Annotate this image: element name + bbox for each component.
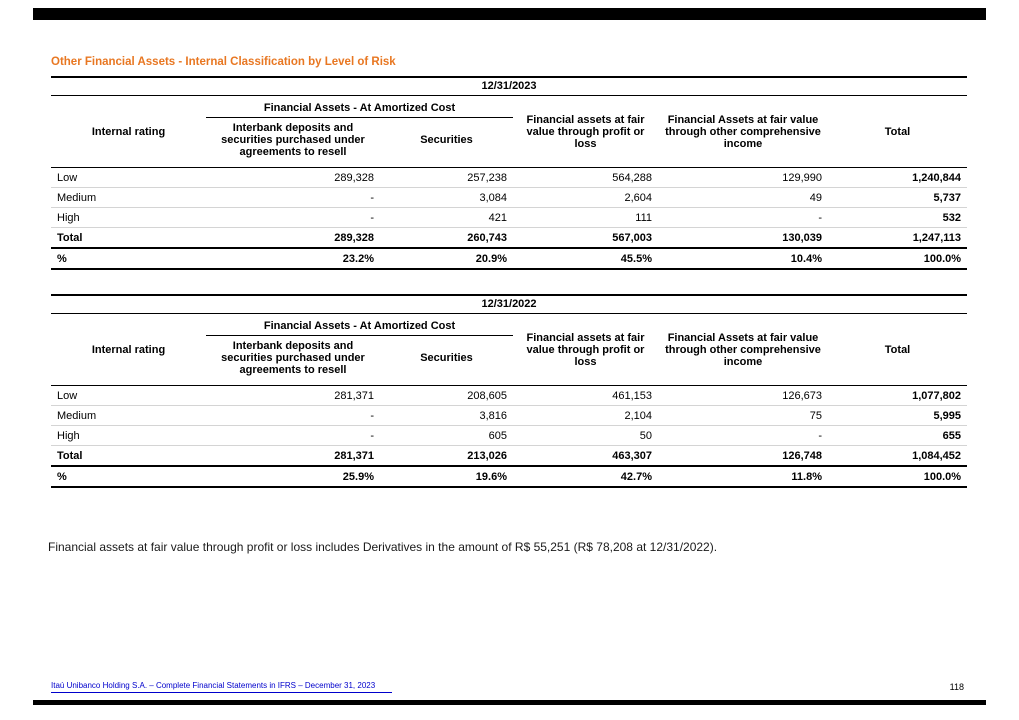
row-label: Low [57,172,78,184]
column-header-fvtpl: Financial assets at fair value through profit or loss [513,314,658,386]
table-row [51,446,967,467]
table-row [51,168,967,188]
table-row [51,426,967,446]
table-row [51,228,967,249]
bottom-rule [33,700,986,705]
cell-value: 2,104 [624,410,652,422]
table-row [51,466,967,487]
row-label: Low [57,390,78,402]
cell-value: 1,240,844 [912,172,962,184]
cell-value: 11.8% [791,471,822,483]
date-row [51,295,967,314]
cell-value: 129,990 [782,172,822,184]
cell-value: 19.6% [475,471,507,483]
cell-value: 3,084 [479,192,507,204]
cell-value: 50 [639,430,652,442]
column-header-fvoci: Financial Assets at fair value through other comprehensive income [658,314,828,386]
header-row-top [51,314,967,336]
cell-value: 257,238 [467,172,507,184]
cell-value: 25.9% [342,471,374,483]
cell-value: 5,737 [933,192,962,204]
table-row [51,188,967,208]
cell-value: 100.0% [923,253,962,265]
row-label: Total [57,232,83,244]
row-label: Medium [57,410,97,422]
table-body-2023 [51,168,967,270]
row-label: % [57,471,67,483]
column-header-internal-rating: Internal rating [51,96,206,168]
date-row [51,77,967,96]
table-row [51,248,967,269]
cell-value: 130,039 [782,232,822,244]
top-rule [33,8,986,20]
tables-area [51,76,967,488]
cell-value: 2,604 [624,192,652,204]
cell-value: 1,247,113 [912,232,962,244]
footer-document-title: Itaú Unibanco Holding S.A. – Complete Financial Statements in IFRS – December 31, 2023 [51,681,392,693]
cell-value: 260,743 [467,232,507,244]
column-header-interbank: Interbank deposits and securities purchased under agreements to resell [206,118,380,168]
cell-value: 111 [635,212,652,224]
cell-value: 461,153 [612,390,652,402]
column-header-fvtpl: Financial assets at fair value through profit or loss [513,96,658,168]
cell-value: 5,995 [933,410,962,422]
column-header-total: Total [828,314,967,386]
cell-value: - [818,430,822,442]
cell-value: 208,605 [467,390,507,402]
cell-value: 655 [942,430,962,442]
cell-value: - [370,430,374,442]
header-row-top [51,96,967,118]
cell-value: 3,816 [479,410,507,422]
risk-table-2023 [51,76,967,270]
column-header-securities: Securities [380,336,513,386]
table-row [51,386,967,406]
cell-value: - [818,212,822,224]
table-body-2022 [51,386,967,488]
table-row [51,208,967,228]
cell-value: 49 [809,192,822,204]
cell-value: 126,673 [782,390,822,402]
row-label: Total [57,450,83,462]
cell-value: 126,748 [782,450,822,462]
date-header: 12/31/2022 [51,295,967,314]
cell-value: 289,328 [334,232,374,244]
column-header-fvoci: Financial Assets at fair value through other comprehensive income [658,96,828,168]
risk-table-2023-block [51,76,967,270]
cell-value: 463,307 [612,450,652,462]
cell-value: 23.2% [342,253,374,265]
column-header-securities: Securities [380,118,513,168]
row-label: High [57,212,80,224]
cell-value: - [370,212,374,224]
cell-value: 213,026 [467,450,507,462]
date-header: 12/31/2023 [51,77,967,96]
cell-value: 45.5% [620,253,652,265]
row-label: Medium [57,192,97,204]
cell-value: 75 [809,410,822,422]
cell-value: 567,003 [612,232,652,244]
risk-table-2022 [51,294,967,488]
cell-value: 1,084,452 [912,450,962,462]
cell-value: 100.0% [923,471,962,483]
cell-value: 289,328 [334,172,374,184]
cell-value: 20.9% [475,253,507,265]
cell-value: 532 [942,212,962,224]
cell-value: 42.7% [620,471,652,483]
row-label: High [57,430,80,442]
cell-value: - [370,410,374,422]
cell-value: 281,371 [334,450,374,462]
group-header-amortized-cost: Financial Assets - At Amortized Cost [206,314,513,336]
column-header-interbank: Interbank deposits and securities purchased under agreements to resell [206,336,380,386]
cell-value: 10.4% [790,253,822,265]
column-header-internal-rating: Internal rating [51,314,206,386]
cell-value: 605 [488,430,507,442]
column-header-total: Total [828,96,967,168]
risk-table-2022-block [51,294,967,488]
cell-value: - [370,192,374,204]
footnote-text: Financial assets at fair value through profit or loss includes Derivatives in the amount of R$ 55,251 (R$ 78,208 at 12/31/2022). [48,540,718,554]
cell-value: 281,371 [334,390,374,402]
page-number: 118 [949,682,964,692]
cell-value: 1,077,802 [912,390,962,402]
cell-value: 421 [488,212,507,224]
page-heading: Other Financial Assets - Internal Classification by Level of Risk [51,56,396,68]
table-row [51,406,967,426]
group-header-amortized-cost: Financial Assets - At Amortized Cost [206,96,513,118]
row-label: % [57,253,67,265]
cell-value: 564,288 [612,172,652,184]
